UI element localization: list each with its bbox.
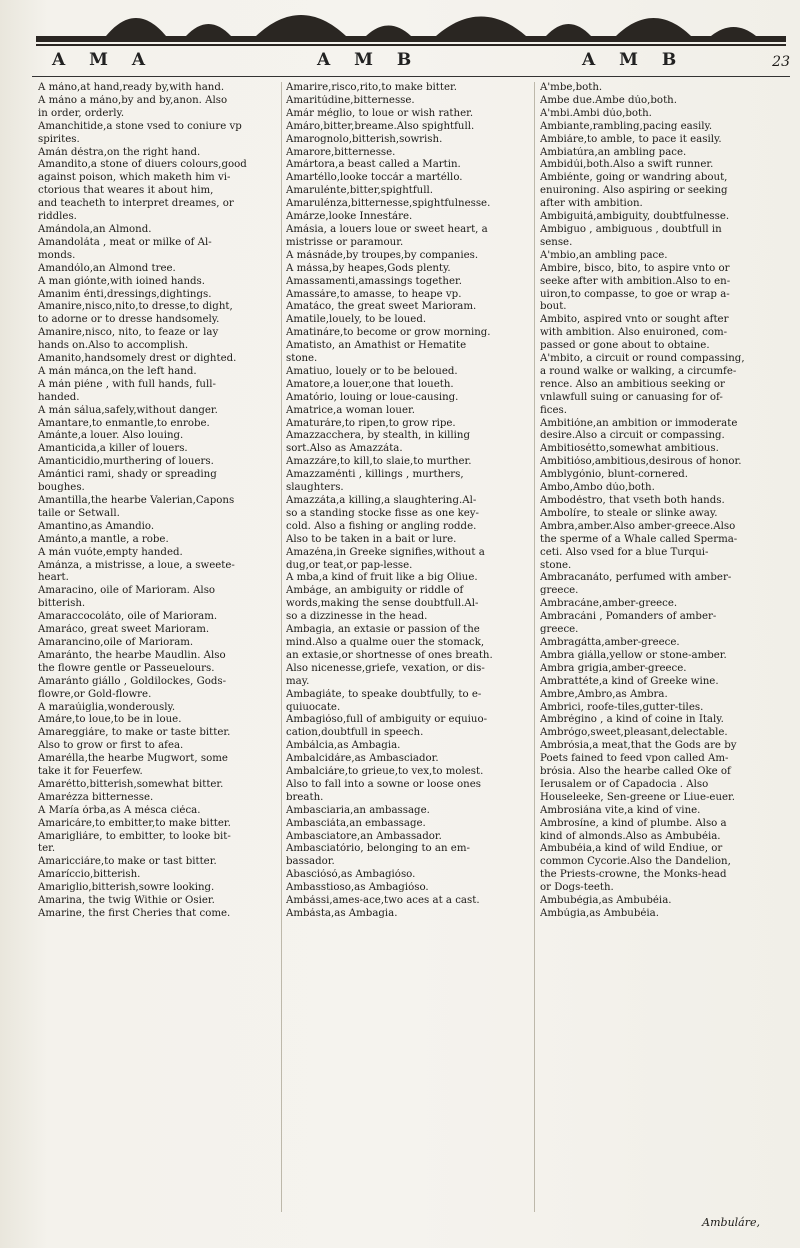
- column-divider: [281, 82, 282, 1212]
- dictionary-line: Amatore,a louer,one that loueth.: [286, 378, 454, 390]
- dictionary-line: Amaránto, the hearbe Maudlin. Also: [38, 649, 226, 661]
- dictionary-line: Amartéllo,looke toccár a martéllo.: [286, 172, 463, 184]
- dictionary-line: riddles.: [38, 211, 77, 223]
- dictionary-line: Amanticida,a killer of louers.: [38, 443, 188, 455]
- dictionary-line: A man giónte,with ioined hands.: [38, 275, 206, 287]
- dictionary-line: A'mbio,an ambling pace.: [540, 249, 668, 261]
- dictionary-line: Amarézza bitternesse.: [38, 791, 154, 803]
- dictionary-line: A máno,at hand,ready by,with hand.: [38, 82, 225, 93]
- dictionary-line: flowre,or Gold-flowre.: [38, 688, 152, 700]
- dictionary-line: stone.: [540, 559, 572, 571]
- dictionary-line: with ambition. Also enuironed, com-: [540, 327, 728, 339]
- dictionary-line: words,making the sense doubtfull.Al-: [286, 598, 479, 610]
- dictionary-line: Amaránto giállo , Goldilockes, Gods-: [38, 675, 227, 687]
- dictionary-line: sense.: [540, 236, 573, 248]
- dictionary-line: Ambagióso,full of ambiguity or equiuo-: [286, 714, 488, 726]
- dictionary-line: mind.Also a qualme ouer the stomack,: [286, 636, 485, 648]
- dictionary-line: Amatiuo, louely or to be beloued.: [286, 365, 458, 377]
- dictionary-line: Amblygónio, blunt-cornered.: [540, 469, 689, 481]
- dictionary-line: Ambiguitá,ambiguity, doubtfulnesse.: [540, 211, 730, 223]
- dictionary-line: Amantilla,the hearbe Valerian,Capons: [38, 495, 235, 506]
- dictionary-line: an extasie,or shortnesse of ones breath.: [286, 649, 493, 661]
- dictionary-line: Ambalcidáre,as Ambasciador.: [286, 753, 439, 765]
- dictionary-line: Amarine, the first Cheries that come.: [38, 908, 231, 919]
- dictionary-line: Ambe due.Ambe dúo,both.: [540, 94, 677, 106]
- dictionary-line: Ambásta,as Ambagia.: [286, 908, 398, 919]
- dictionary-line: Amanim énti,dressings,dightings.: [38, 288, 212, 300]
- dictionary-line: Ambre,Ambro,as Ambra.: [540, 688, 668, 700]
- dictionary-line: A María órba,as A mésca ciéca.: [38, 804, 201, 816]
- dictionary-line: Ambubégia,as Ambubéia.: [540, 895, 672, 907]
- dictionary-line: Amassáre,to amasse, to heape vp.: [286, 288, 462, 300]
- dictionary-line: after with ambition.: [540, 198, 643, 210]
- header-ornament: [36, 6, 786, 48]
- dictionary-line: Ambúgia,as Ambubéia.: [540, 908, 659, 919]
- dictionary-line: Ambrégino , a kind of coine in Italy.: [540, 714, 724, 726]
- dictionary-line: Ambasciaria,an ambassage.: [286, 804, 430, 816]
- dictionary-line: Amarulénte,bitter,spightfull.: [286, 185, 433, 197]
- dictionary-line: Ambalciáre,to grieue,to vex,to molest.: [286, 766, 484, 778]
- dictionary-line: the Priests-crowne, the Monks-head: [540, 869, 727, 881]
- dictionary-line: Ambiante,rambling,pacing easily.: [540, 120, 713, 132]
- dictionary-line: Ambra,amber.Also amber-greece.Also: [540, 520, 736, 532]
- dictionary-line: Amaricciáre,to make or tast bitter.: [38, 856, 217, 868]
- dictionary-line: Amántici rami, shady or spreading: [38, 469, 217, 481]
- dictionary-column-3: [540, 82, 780, 1207]
- dictionary-line: monds.: [38, 249, 76, 261]
- dictionary-line: Amarétto,bitterish,somewhat bitter.: [38, 778, 224, 790]
- dictionary-line: Amár méglio, to loue or wish rather.: [286, 107, 474, 119]
- dictionary-line: ctorious that weares it about him,: [38, 185, 214, 197]
- dictionary-line: Also nicenesse,griefe, vexation, or dis-: [286, 662, 485, 674]
- dictionary-line: the flowre gentle or Passeuelours.: [38, 662, 215, 674]
- dictionary-line: A'mbito, a circuit or round compassing,: [540, 353, 745, 365]
- dictionary-line: greece.: [540, 624, 579, 636]
- dictionary-line: Ambito, aspired vnto or sought after: [540, 314, 729, 326]
- dictionary-line: Ambiguo , ambiguous , doubtfull in: [540, 223, 722, 235]
- dictionary-line: Amassamenti,amassings together.: [286, 275, 462, 287]
- dictionary-line: Poets fained to feed vpon called Am-: [540, 753, 729, 765]
- dictionary-line: sort.Also as Amazzáta.: [286, 443, 403, 455]
- dictionary-line: Also to fall into a sowne or loose ones: [286, 778, 482, 790]
- dictionary-line: seeke after with ambition.Also to en-: [540, 275, 731, 287]
- dictionary-line: mistrisse or paramour.: [286, 236, 404, 248]
- dictionary-line: bout.: [540, 301, 567, 313]
- dictionary-line: taile or Setwall.: [38, 507, 120, 519]
- header-center: A M B: [317, 50, 421, 70]
- dictionary-line: A mán mánca,on the left hand.: [38, 365, 197, 377]
- dictionary-line: in order, orderly.: [38, 107, 125, 119]
- dictionary-line: Abasciósó,as Ambagióso.: [286, 869, 416, 881]
- dictionary-line: Ambra giálla,yellow or stone-amber.: [540, 649, 727, 661]
- dictionary-line: Amatório, louing or loue-causing.: [286, 391, 459, 403]
- dictionary-line: Amarire,risco,rito,to make bitter.: [286, 82, 458, 93]
- dictionary-line: Ambire, bisco, bito, to aspire vnto or: [540, 262, 730, 274]
- page-number: 23: [772, 54, 790, 70]
- dictionary-line: Amaritúdine,bitternesse.: [286, 94, 415, 106]
- dictionary-line: desire.Also a circuit or compassing.: [540, 430, 725, 442]
- dictionary-line: ceti. Also vsed for a blue Turqui-: [540, 546, 709, 558]
- dictionary-line: Ambasciatório, belonging to an em-: [286, 843, 470, 855]
- dictionary-line: spirites.: [38, 133, 80, 145]
- dictionary-line: vnlawfull suing or canuasing for of-: [540, 391, 723, 403]
- dictionary-line: the sperme of a Whale called Sperma-: [540, 533, 738, 545]
- dictionary-line: A maraúiglia,wonderously.: [38, 701, 176, 713]
- dictionary-line: A mán piéne , with full hands, full-: [38, 378, 216, 390]
- dictionary-line: Amarancino,oile of Marioram.: [38, 636, 194, 648]
- dictionary-column-1: [38, 82, 278, 1207]
- dictionary-line: Ambássi,ames-ace,two aces at a cast.: [286, 895, 480, 907]
- dictionary-line: Amazzacchera, by stealth, in killing: [286, 430, 470, 442]
- dictionary-line: Amandoláta , meat or milke of Al-: [38, 236, 212, 248]
- dictionary-line: Ambo,Ambo dúo,both.: [540, 482, 655, 494]
- dictionary-line: Also to be taken in a bait or lure.: [286, 533, 457, 545]
- dictionary-line: Amanito,handsomely drest or dighted.: [38, 353, 237, 365]
- dictionary-line: Amariglio,bitterish,sowre looking.: [38, 882, 215, 894]
- dictionary-line: Amanticidio,murthering of louers.: [38, 456, 214, 468]
- dictionary-line: Ambasciáta,an embassage.: [286, 817, 426, 829]
- dictionary-line: and teacheth to interpret dreames, or: [38, 198, 234, 210]
- dictionary-line: Amáre,to loue,to be in loue.: [38, 714, 182, 726]
- dictionary-line: Amanire,nisco,nito,to dresse,to dight,: [38, 301, 233, 313]
- dictionary-line: Ambitióso,ambitious,desirous of honor.: [540, 456, 742, 468]
- dictionary-line: Amaraccocoláto, oile of Marioram.: [38, 611, 218, 623]
- dictionary-line: bitterish.: [38, 598, 86, 610]
- dictionary-line: Ambolíre, to steale or slinke away.: [540, 507, 718, 519]
- dictionary-line: breath.: [286, 791, 324, 803]
- dictionary-line: Amanchitide,a stone vsed to coniure vp: [38, 120, 242, 132]
- dictionary-line: take it for Feuerfew.: [38, 766, 143, 778]
- dictionary-line: Amárze,looke Innestáre.: [286, 211, 413, 223]
- dictionary-line: Amán déstra,on the right hand.: [38, 146, 201, 158]
- catchword: Ambuláre,: [702, 1216, 760, 1229]
- dictionary-line: Amaríccio,bitterish.: [38, 869, 141, 881]
- dictionary-line: heart.: [38, 572, 69, 584]
- dictionary-line: brósia. Also the hearbe called Oke of: [540, 766, 731, 778]
- dictionary-line: hands on.Also to accomplish.: [38, 340, 189, 352]
- dictionary-line: Amazzáta,a killing,a slaughtering.Al-: [286, 495, 477, 506]
- dictionary-line: Amanire,nisco, nito, to feaze or lay: [38, 327, 219, 339]
- dictionary-line: uiron,to compasse, to goe or wrap a-: [540, 288, 730, 300]
- dictionary-line: a round walke or walking, a circumfe-: [540, 365, 737, 377]
- dictionary-line: A mba,a kind of fruit like a big Oliue.: [286, 572, 478, 584]
- dictionary-line: Amaturáre,to ripen,to grow ripe.: [286, 417, 456, 429]
- dictionary-line: common Cycorie.Also the Dandelion,: [540, 856, 731, 868]
- dictionary-column-2: [286, 82, 526, 1207]
- dictionary-line: Ambracanáto, perfumed with amber-: [540, 572, 732, 584]
- dictionary-line: Ambra grigia,amber-greece.: [540, 662, 687, 674]
- dictionary-line: bassador.: [286, 856, 335, 868]
- dictionary-line: Ierusalem or of Capadocia . Also: [540, 778, 709, 790]
- dictionary-line: Ambiáre,to amble, to pace it easily.: [540, 133, 722, 145]
- dictionary-line: Amártora,a beast called a Martin.: [286, 159, 461, 171]
- dictionary-line: ter.: [38, 843, 56, 855]
- dictionary-line: Ambiatúra,an ambling pace.: [540, 146, 687, 158]
- dictionary-line: A mássa,by heapes,Gods plenty.: [286, 262, 451, 274]
- dictionary-line: boughes.: [38, 482, 85, 494]
- dictionary-line: A máno a máno,by and by,anon. Also: [38, 94, 228, 106]
- dictionary-line: greece.: [540, 585, 579, 597]
- column-divider: [534, 82, 535, 1212]
- dictionary-line: Ambálcia,as Ambagia.: [286, 740, 401, 752]
- dictionary-line: against poison, which maketh him vi-: [38, 172, 231, 184]
- dictionary-line: so a standing stocke fisse as one key-: [286, 507, 479, 519]
- dictionary-line: Ambagiáte, to speake doubtfully, to e-: [286, 688, 482, 700]
- dictionary-line: Amandólo,an Almond tree.: [38, 262, 176, 274]
- dictionary-line: fices.: [540, 404, 567, 416]
- dictionary-line: Amarore,bitternesse.: [286, 146, 396, 158]
- dictionary-line: Ambrósia,a meat,that the Gods are by: [540, 740, 737, 752]
- dictionary-line: Ambrattéte,a kind of Greeke wine.: [540, 675, 719, 687]
- dictionary-line: Ambitióne,an ambition or immoderate: [540, 417, 738, 429]
- dictionary-line: Amandito,a stone of diuers colours,good: [38, 159, 247, 171]
- dictionary-line: Ambrógo,sweet,pleasant,delectable.: [540, 727, 728, 739]
- dictionary-line: Amantare,to enmantle,to enrobe.: [38, 417, 210, 429]
- dictionary-line: Ambrosíne, a kind of plumbe. Also a: [540, 817, 727, 829]
- dictionary-line: A'mbe,both.: [540, 82, 603, 93]
- dictionary-line: Amáro,bitter,breame.Also spightfull.: [286, 120, 475, 132]
- dictionary-line: Amatrice,a woman louer.: [286, 404, 415, 416]
- dictionary-line: Amatináre,to become or grow morning.: [286, 327, 491, 339]
- dictionary-line: Ambrosiána vite,a kind of vine.: [540, 804, 701, 816]
- header-right: A M B: [582, 50, 686, 70]
- dictionary-line: Amánza, a mistrisse, a loue, a sweete-: [38, 559, 235, 571]
- dictionary-line: Amaricáre,to embitter,to make bitter.: [38, 817, 231, 829]
- dictionary-line: Amándola,an Almond.: [38, 223, 152, 235]
- dictionary-line: quiuocate.: [286, 701, 341, 713]
- dictionary-line: Ambragátta,amber-greece.: [540, 636, 680, 648]
- dictionary-line: Ambasciatore,an Ambassador.: [286, 830, 442, 842]
- dictionary-line: Amarognolo,bitterish,sowrish.: [286, 133, 443, 145]
- dictionary-line: Ambasstioso,as Ambagióso.: [286, 882, 429, 894]
- dictionary-line: stone.: [286, 353, 318, 365]
- dictionary-line: cold. Also a fishing or angling rodde.: [286, 520, 477, 532]
- dictionary-line: so a dizzinesse in the head.: [286, 611, 428, 623]
- dictionary-line: passed or gone about to obtaine.: [540, 340, 710, 352]
- dictionary-line: Ambagia, an extasie or passion of the: [286, 624, 480, 636]
- dictionary-line: kind of almonds.Also as Ambubéia.: [540, 830, 721, 842]
- dictionary-line: Ambubéia,a kind of wild Endiue, or: [540, 843, 723, 855]
- dictionary-line: Amatisto, an Amathist or Hematite: [286, 340, 467, 352]
- dictionary-line: Amareggiáre, to make or taste bitter.: [38, 727, 231, 739]
- dictionary-line: Ambidúi,both.Also a swift runner.: [540, 159, 714, 171]
- dictionary-line: Ambáge, an ambiguity or riddle of: [286, 585, 464, 597]
- dictionary-line: Ambrici, roofe-tiles,gutter-tiles.: [540, 701, 704, 713]
- dictionary-line: Ambodéstro, that vseth both hands.: [540, 495, 725, 506]
- dictionary-line: Amásia, a louers loue or sweet heart, a: [286, 223, 488, 235]
- dictionary-line: handed.: [38, 391, 80, 403]
- dictionary-line: Amatáco, the great sweet Marioram.: [286, 301, 477, 313]
- dictionary-line: dug,or teat,or pap-lesse.: [286, 559, 413, 571]
- dictionary-line: A mán sálua,safely,without danger.: [38, 404, 218, 416]
- dictionary-line: A mán vuóte,empty handed.: [38, 546, 183, 558]
- dictionary-line: Amazzáre,to kill,to slaie,to murther.: [286, 456, 472, 468]
- header-rule: [32, 76, 790, 77]
- dictionary-line: slaughters.: [286, 482, 344, 494]
- dictionary-line: Amarélla,the hearbe Mugwort, some: [38, 753, 228, 765]
- dictionary-line: Ambracáne,amber-greece.: [540, 598, 678, 610]
- dictionary-line: Amánte,a louer. Also louing.: [38, 430, 184, 442]
- dictionary-line: may.: [286, 675, 310, 687]
- dictionary-line: Amánto,a mantle, a robe.: [38, 533, 169, 545]
- dictionary-line: Amantino,as Amandio.: [38, 520, 155, 532]
- dictionary-line: A'mbi.Ambi dúo,both.: [540, 107, 652, 119]
- dictionary-line: to adorne or to dresse handsomely.: [38, 314, 220, 326]
- dictionary-line: Amatile,louely, to be loued.: [286, 314, 427, 326]
- dictionary-line: Amaráco, great sweet Marioram.: [38, 624, 210, 636]
- dictionary-line: Amazzaménti , killings , murthers,: [286, 469, 464, 481]
- dictionary-line: Amazéna,in Greeke signifies,without a: [286, 546, 485, 558]
- dictionary-line: Also to grow or first to afea.: [38, 740, 184, 752]
- dictionary-line: Amarina, the twig Withie or Osier.: [38, 895, 215, 907]
- dictionary-line: Amaracino, oile of Marioram. Also: [38, 585, 216, 597]
- dictionary-line: Amarulénza,bitternesse,spightfulnesse.: [286, 198, 491, 210]
- dictionary-line: cation,doubtfull in speech.: [286, 727, 424, 739]
- dictionary-line: Houseleeke, Sen-greene or Liue-euer.: [540, 791, 736, 803]
- dictionary-line: A másnáde,by troupes,by companies.: [286, 249, 479, 261]
- dictionary-line: Ambiénte, going or wandring about,: [540, 172, 728, 184]
- running-header: [32, 50, 792, 76]
- dictionary-line: rence. Also an ambitious seeking or: [540, 378, 725, 390]
- dictionary-line: enuironing. Also aspiring or seeking: [540, 185, 728, 197]
- dictionary-line: Amarigliáre, to embitter, to looke bit-: [38, 830, 231, 842]
- dictionary-line: Ambracáni , Pomanders of amber-: [540, 611, 717, 623]
- header-left: A M A: [52, 50, 155, 70]
- dictionary-line: or Dogs-teeth.: [540, 882, 614, 894]
- dictionary-line: Ambitiosétto,somewhat ambitious.: [540, 443, 719, 455]
